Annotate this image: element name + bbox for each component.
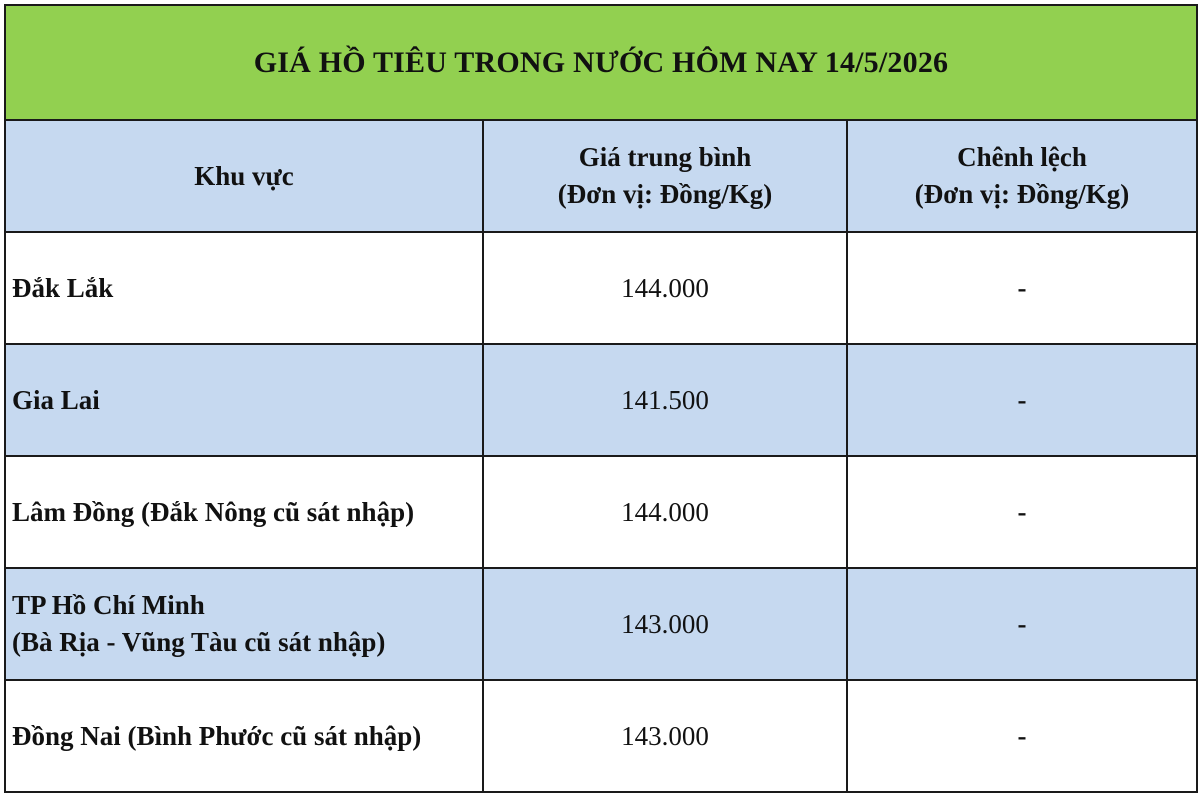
diff-cell: - bbox=[847, 344, 1197, 456]
header-price-label: Giá trung bình bbox=[578, 142, 752, 172]
price-cell: 143.000 bbox=[483, 680, 847, 792]
pepper-price-table bbox=[4, 4, 1198, 793]
region-cell bbox=[5, 568, 483, 680]
region-cell bbox=[5, 680, 483, 792]
price-cell: 144.000 bbox=[483, 232, 847, 344]
diff-cell: - bbox=[847, 456, 1197, 568]
region-note: (Bà Rịa - Vũng Tàu cũ sát nhập) bbox=[12, 627, 386, 657]
diff-cell: - bbox=[847, 680, 1197, 792]
price-cell: 141.500 bbox=[483, 344, 847, 456]
header-price bbox=[483, 120, 847, 232]
region-cell bbox=[5, 344, 483, 456]
price-table-container bbox=[4, 4, 1196, 794]
header-diff-unit: (Đơn vị: Đồng/Kg) bbox=[914, 179, 1130, 209]
region-cell bbox=[5, 232, 483, 344]
header-diff-label: Chênh lệch bbox=[957, 142, 1087, 172]
region-name: Gia Lai bbox=[12, 384, 100, 415]
header-row bbox=[5, 120, 1197, 232]
title-row bbox=[5, 5, 1197, 120]
table-row bbox=[5, 456, 1197, 568]
header-region-label: Khu vực bbox=[194, 160, 294, 191]
header-region bbox=[5, 120, 483, 232]
price-cell: 143.000 bbox=[483, 568, 847, 680]
price-cell: 144.000 bbox=[483, 456, 847, 568]
table-row bbox=[5, 344, 1197, 456]
region-name: Đồng Nai (Bình Phước cũ sát nhập) bbox=[12, 720, 422, 751]
table-row bbox=[5, 680, 1197, 792]
region-name: Đắk Lắk bbox=[12, 272, 114, 303]
header-diff bbox=[847, 120, 1197, 232]
table-row bbox=[5, 568, 1197, 680]
diff-cell: - bbox=[847, 232, 1197, 344]
table-row bbox=[5, 232, 1197, 344]
region-cell bbox=[5, 456, 483, 568]
region-name: TP Hồ Chí Minh bbox=[12, 590, 205, 620]
region-name: Lâm Đồng (Đắk Nông cũ sát nhập) bbox=[12, 496, 415, 527]
header-price-unit: (Đơn vị: Đồng/Kg) bbox=[557, 179, 773, 209]
table-title: GIÁ HỒ TIÊU TRONG NƯỚC HÔM NAY 14/5/2026 bbox=[5, 5, 1197, 120]
diff-cell: - bbox=[847, 568, 1197, 680]
